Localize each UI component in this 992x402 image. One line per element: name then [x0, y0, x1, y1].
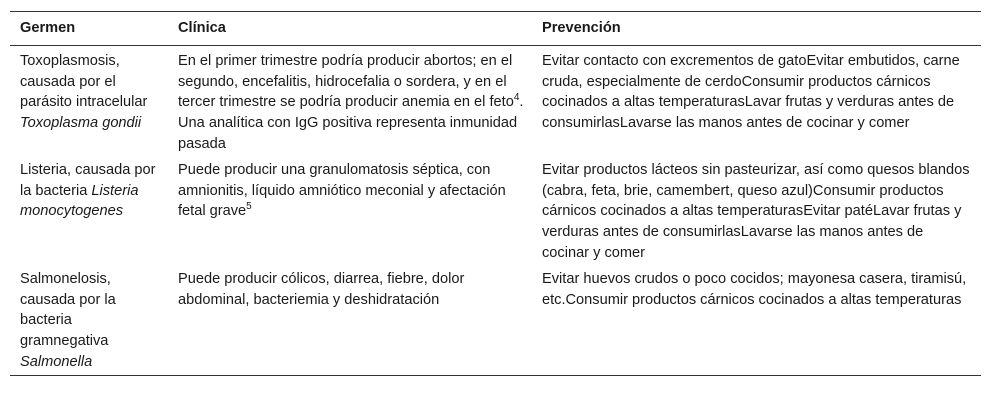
germen-species: Toxoplasma gondii [20, 115, 142, 132]
cell-germen [10, 45, 168, 156]
clinica-text: Puede producir cólicos, diarrea, fiebre, dolor abdominal, bacteriemia y deshidratación [178, 270, 465, 308]
germen-species: Listeria monocytogenes [20, 182, 139, 220]
cell-germen [10, 266, 168, 375]
cell-germen [10, 157, 168, 266]
germen-text: Listeria, causada por la bacteria [20, 161, 156, 199]
cell-clinica [168, 266, 532, 375]
header-row [10, 12, 981, 46]
cell-clinica [168, 45, 532, 156]
cell-prevencion: Evitar contacto con excrementos de gatoEvitar embutidos, carne cruda, especialmente de cerdoConsumir productos cárnicos cocinados a altas temperaturasLavar frutas y verduras antes de consumirlasLavarse las manos antes de cocinar y comer [542, 52, 960, 132]
germen-text: Toxoplasmosis, causada por el parásito intracelular [20, 52, 148, 111]
table-header [10, 12, 981, 46]
infection-table-container [10, 11, 981, 376]
cell-prevencion: Evitar productos lácteos sin pasteurizar, así como quesos blandos (cabra, feta, brie, camembert, queso azul)Consumir productos cárnicos cocinados a altas temperaturasEvitar patéLavar frutas y verduras antes de consumirlasLavarse las manos antes de cocinar y comer [542, 161, 970, 261]
reference-superscript: 4 [513, 92, 520, 104]
cell-clinica [168, 157, 532, 266]
header-germen: Germen [20, 20, 76, 36]
header-clinica: Clínica [178, 20, 226, 36]
germen-species: Salmonella [20, 353, 93, 370]
table-row [10, 266, 981, 375]
clinica-text: En el primer trimestre podría producir abortos; en el segundo, encefalitis, hidrocefalia o sordera, y en el tercer trimestre se podría producir anemia en el feto [178, 52, 514, 111]
cell-prevencion: Evitar huevos crudos o poco cocidos; mayonesa casera, tiramisú, etc.Consumir productos cárnicos cocinados a altas temperaturas [542, 270, 967, 308]
table-body [10, 45, 981, 375]
table-row [10, 157, 981, 266]
infection-table [10, 11, 981, 376]
reference-superscript: 5 [246, 201, 252, 213]
clinica-text-after: . Una analítica con IgG positiva representa inmunidad pasada [178, 94, 524, 152]
table-row [10, 45, 981, 156]
germen-text: Salmonelosis, causada por la bacteria gramnegativa [20, 270, 116, 350]
header-prevencion: Prevención [542, 20, 621, 36]
clinica-text: Puede producir una granulomatosis séptica, con amnionitis, líquido amniótico meconial y afectación fetal grave [178, 161, 506, 220]
